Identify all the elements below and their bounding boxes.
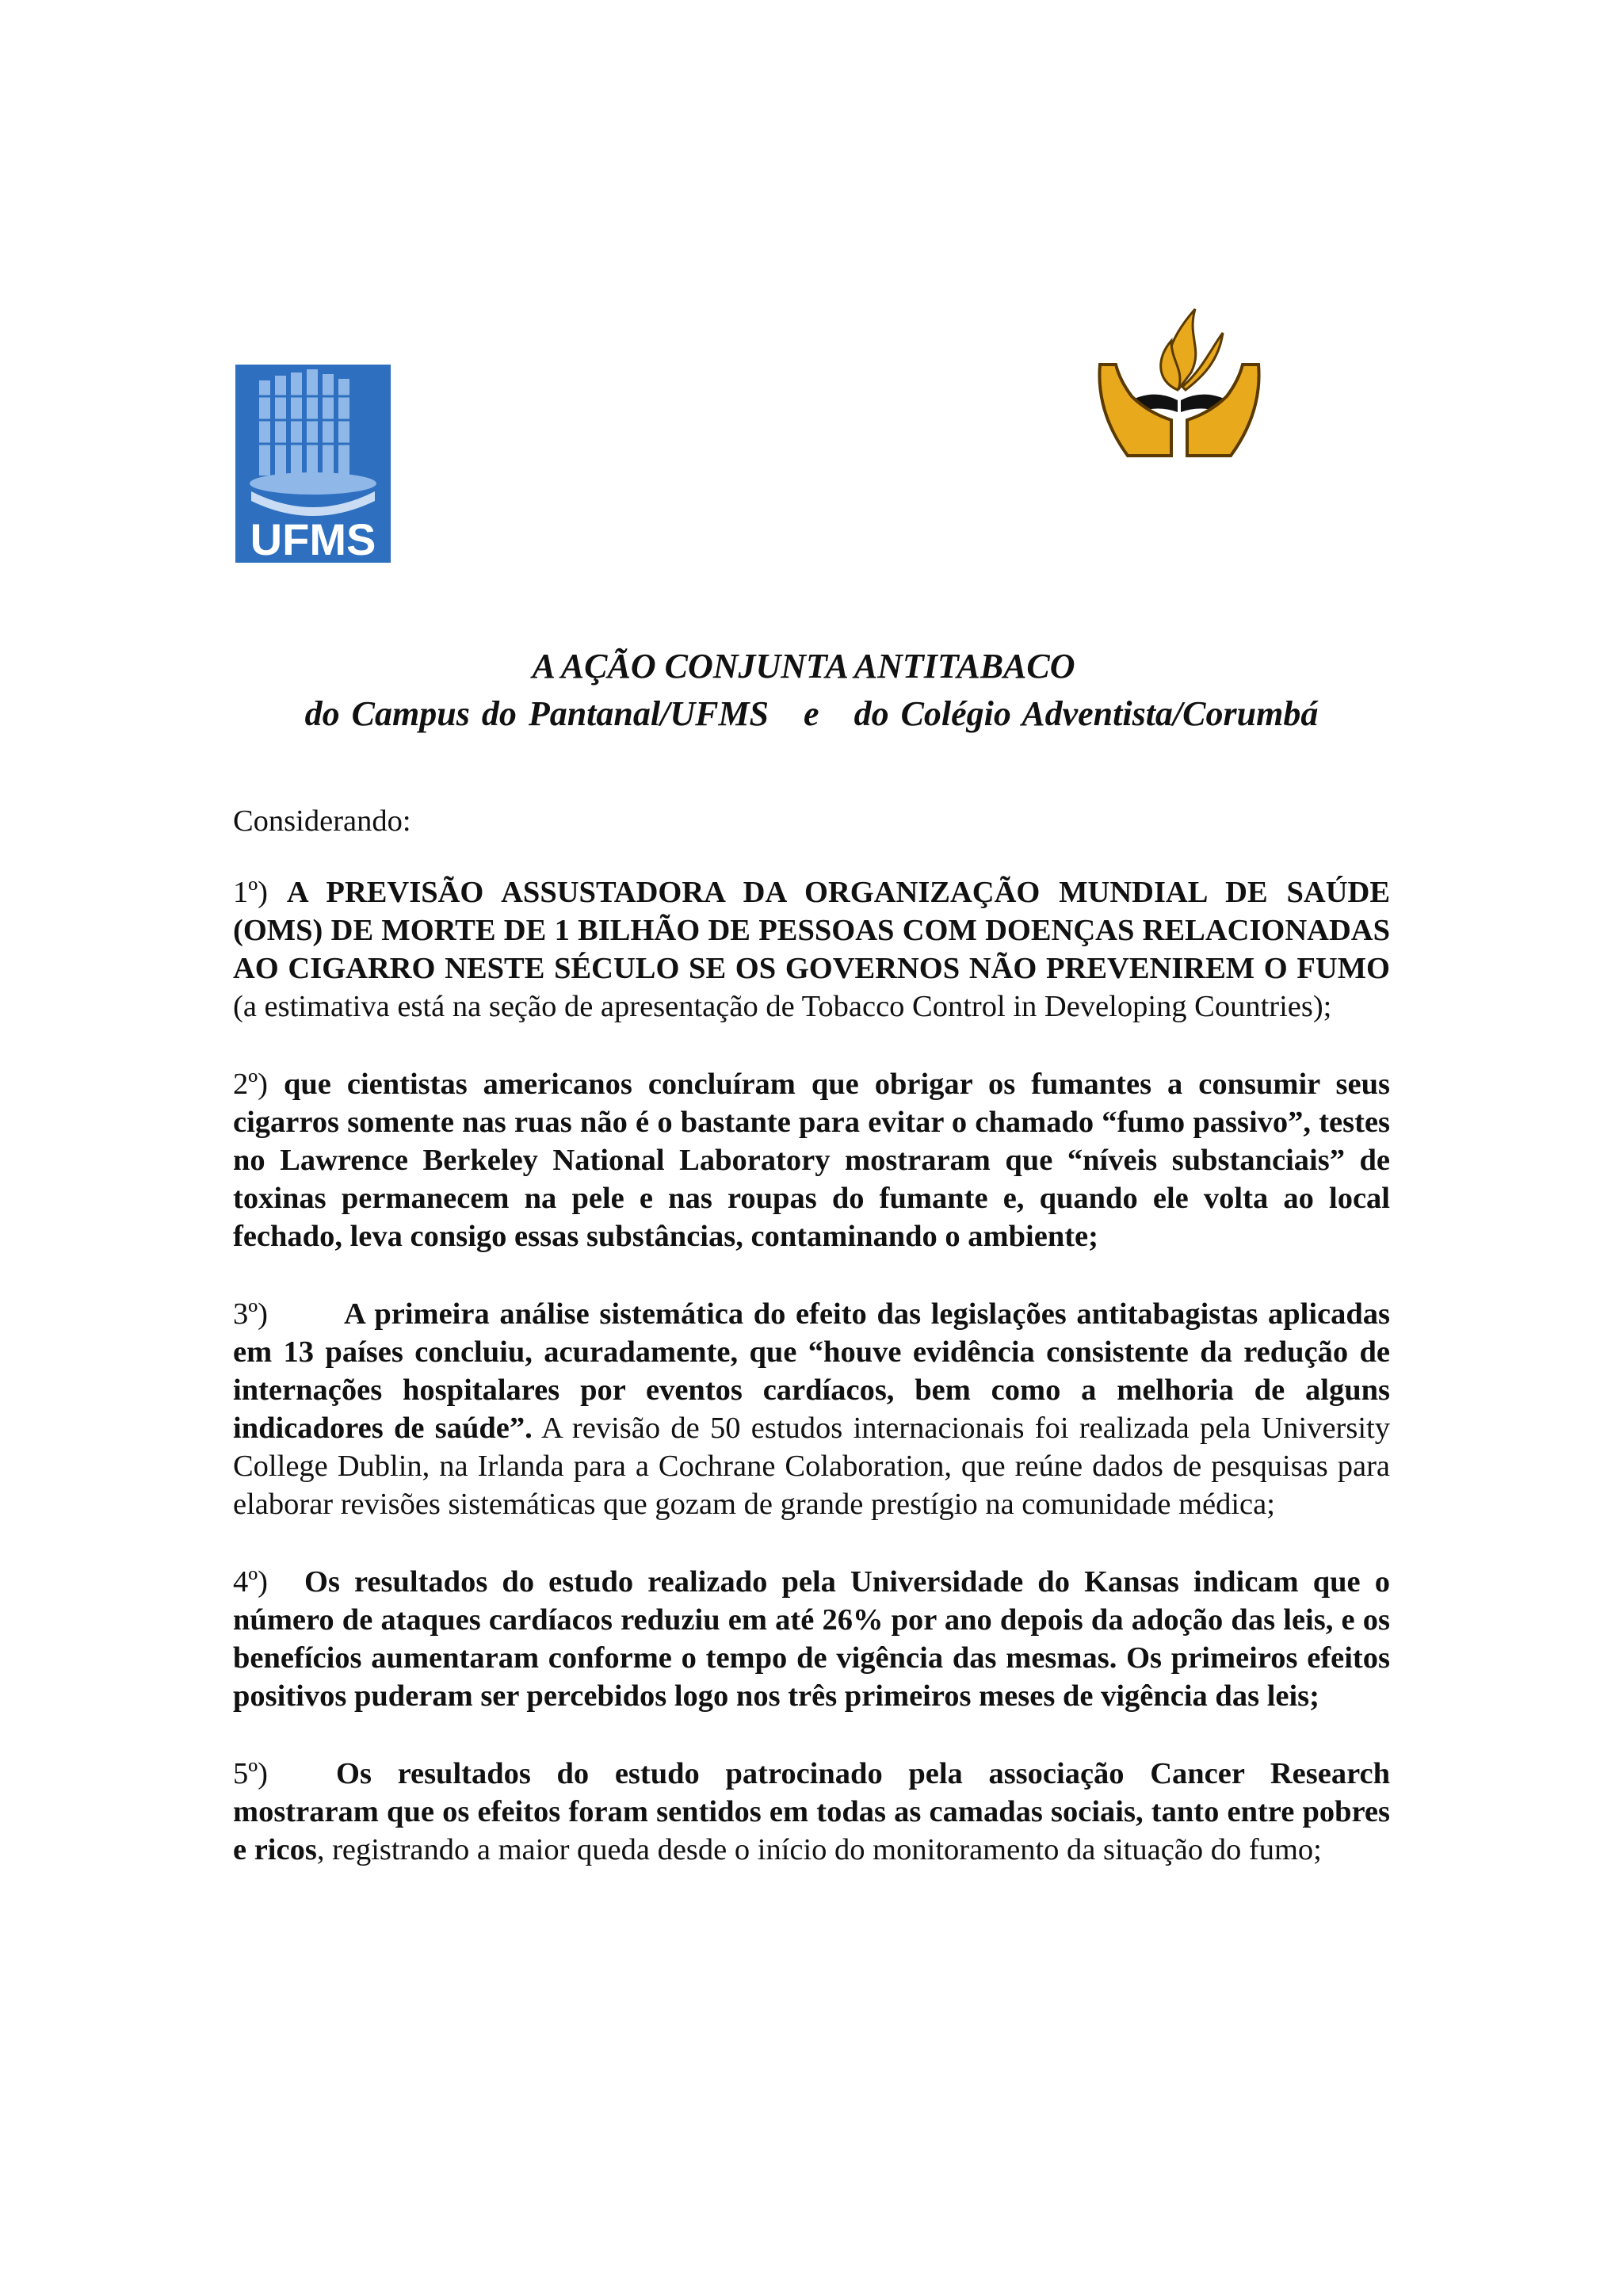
- subtitle-part-3: do Colégio Adventista/Corumbá: [854, 694, 1319, 733]
- intro-text: Considerando:: [233, 804, 411, 838]
- item-bold-text: A PREVISÃO ASSUSTADORA DA ORGANIZAÇÃO MUNDIAL DE SAÚDE (OMS) DE MORTE DE 1 BILHÃO DE PESSOAS COM DOENÇAS RELACIONADAS AO CIGARRO NESTE SÉCULO SE OS GOVERNOS NÃO PREVENIREM O FUMO: [233, 876, 1391, 985]
- item-3: [233, 1295, 1390, 1523]
- item-bold-text: A primeira análise sistemática do efeito das legislações antitabagistas aplicadas em 13 países concluiu, acuradamente, que “houve evidência consistente da redução de internações hospitalares por eventos cardíacos, bem como a melhoria de alguns indicadores de saúde”.: [233, 1297, 1390, 1445]
- item-number: 4º): [233, 1565, 269, 1599]
- item-bold-text: que cientistas americanos concluíram que obrigar os fumantes a consumir seus cigarros somente nas ruas não é o bastante para evitar o chamado “fumo passivo”, testes no Lawrence Berkeley National Laboratory mostraram que “níveis substanciais” de toxinas permanecem na pele e nas roupas do fumante e, quando ele volta ao local fechado, leva consigo essas substâncias, contaminando o ambiente;: [233, 1068, 1390, 1253]
- item-number: 5º): [233, 1757, 269, 1790]
- document-title: A AÇÃO CONJUNTA ANTITABACO: [532, 647, 1075, 686]
- item-regular-text: , registrando a maior queda desde o início do monitoramento da situação do fumo;: [316, 1833, 1322, 1866]
- item-regular-text: A revisão de 50 estudos internacionais foi realizada pela University College Dublin, na Irlanda para a Cochrane Colaboration, que reúne dados de pesquisas para elaborar revisões sistemáticas que gozam de grande prestígio na comunidade médica;: [233, 1412, 1390, 1521]
- item-bold-text: Os resultados do estudo realizado pela Universidade do Kansas indicam que o número de ataques cardíacos reduziu em até 26% por ano depois da adoção das leis, e os benefícios aumentaram conforme o tempo de vigência das mesmas. Os primeiros efeitos positivos puderam ser percebidos logo nos três primeiros meses de vigência das leis;: [233, 1565, 1390, 1713]
- item-2: [233, 1065, 1390, 1255]
- ufms-logo: [235, 365, 391, 563]
- item-bold-text: Os resultados do estudo patrocinado pela associação Cancer Research mostraram que os efeitos foram sentidos em todas as camadas sociais, tanto entre pobres e ricos: [233, 1757, 1390, 1866]
- item-5: [233, 1755, 1390, 1869]
- subtitle-part-1: do Campus do Pantanal/UFMS: [304, 694, 769, 733]
- item-number: 3º): [233, 1297, 269, 1331]
- item-regular-text: (a estimativa está na seção de apresentação de Tobacco Control in Developing Countries);: [233, 990, 1332, 1023]
- adventist-logo: [1084, 293, 1274, 468]
- document-subtitle: [0, 691, 1623, 737]
- item-number: 1º): [233, 876, 269, 909]
- item-1: [233, 873, 1390, 1026]
- document-body: [233, 802, 1390, 1908]
- subtitle-part-2: e: [804, 694, 819, 733]
- ufms-logo-text: UFMS: [250, 514, 376, 563]
- item-4: [233, 1563, 1390, 1715]
- item-number: 2º): [233, 1068, 269, 1101]
